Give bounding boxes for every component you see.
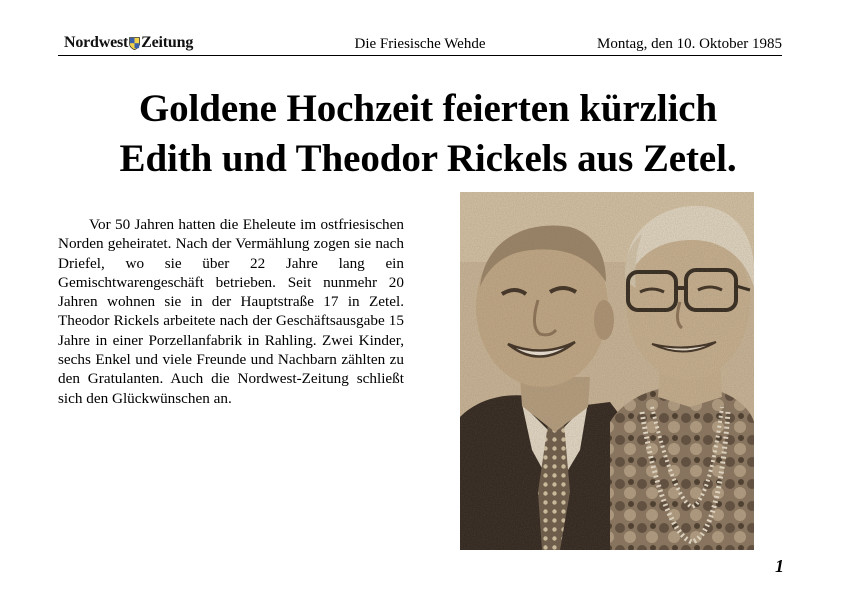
headline-line-2: Edith und Theodor Rickels aus Zetel. bbox=[119, 137, 737, 180]
logo-text-right: Zeitung bbox=[141, 34, 194, 51]
couple-photo bbox=[460, 192, 754, 550]
page-number: 1 bbox=[775, 556, 784, 576]
headline bbox=[40, 84, 816, 184]
headline-line-1: Goldene Hochzeit feierten kürzlich bbox=[138, 87, 718, 130]
masthead bbox=[58, 33, 782, 56]
issue-date: Montag, den 10. Oktober 1985 bbox=[597, 36, 782, 52]
logo-text-left: Nordwest bbox=[64, 34, 129, 51]
section-title: Die Friesische Wehde bbox=[354, 36, 486, 52]
article-body: Vor 50 Jahren hatten die Eheleute im ostfriesischen Norden geheiratet. Nach der Vermählung zogen sie nach Driefel, wo sie über 22 Jahre lang ein Gemischtwarengeschäft betrieben. Seit nunmehr 20 Jahren wohnen sie in der Hauptstraße 17 in Zetel. Theodor Rickels arbeitete nach der Geschäftsausgabe 15 Jahre in einer Porzellanfabrik in Rahling. Zwei Kinder, sechs Enkel und viele Freunde und Nachbarn zählten zu den Gratulanten. Auch die Nordwest-Zeitung schließt sich den Glückwünschen an. bbox=[58, 216, 404, 407]
couple-photo-drawing bbox=[460, 192, 754, 550]
